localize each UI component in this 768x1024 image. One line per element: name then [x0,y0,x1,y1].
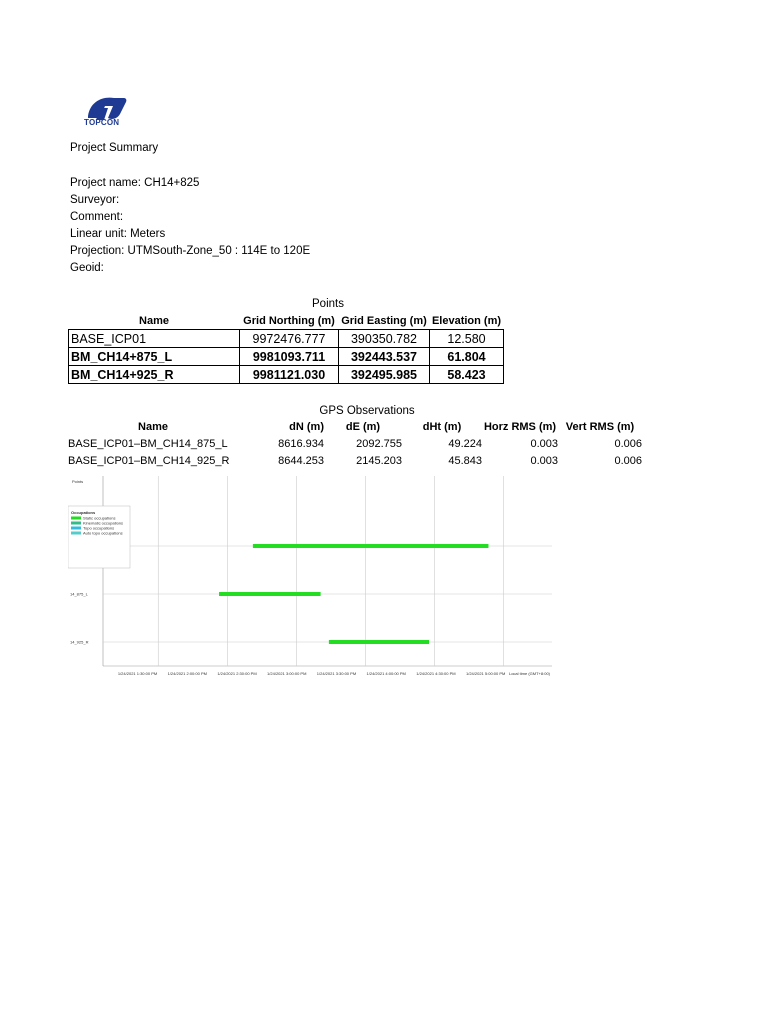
table-cell: 58.423 [430,366,504,384]
table-row [68,435,642,452]
x-tick-label: 1/24/2021 5:00:00 PM [465,671,506,676]
column-header: Grid Northing (m) [243,314,335,327]
table-cell: BM_CH14+875_L [69,348,240,366]
legend-swatch [71,532,81,535]
table-cell: 8616.934 [278,437,324,450]
table-cell: BASE_ICP01–BM_CH14_925_R [68,454,230,467]
points-title: Points [312,298,344,310]
x-axis-label: Local time (GMT+8:00) [508,671,550,676]
table-cell: 0.006 [614,437,642,450]
x-tick-label: 1/24/2021 2:00:00 PM [167,671,207,676]
table-cell: 45.843 [448,454,482,467]
x-tick-label: 1/24/2021 4:30:00 PM [416,671,456,676]
projection: Projection: UTMSouth-Zone_50 : 114E to 120E [70,245,311,257]
linear-unit: Linear unit: Meters [70,228,166,240]
summary-title: Project Summary [70,142,159,154]
comment: Comment: [70,211,124,223]
table-cell: 0.003 [530,454,558,467]
occupation-bar [253,544,489,548]
column-header: dN (m) [289,420,324,433]
table-cell: 61.804 [430,348,504,366]
table-cell: BASE_ICP01 [69,330,240,348]
occupation-bar [219,592,321,596]
table-cell: BASE_ICP01–BM_CH14_875_L [68,437,228,450]
column-header: dE (m) [345,420,381,433]
points-table [68,312,504,384]
table-cell: 12.580 [430,330,504,348]
project-name: Project name: CH14+825 [70,177,200,189]
legend-label: Kinematic occupations [83,520,124,526]
column-header: Horz RMS (m) [483,420,557,433]
table-cell: 392443.537 [339,348,430,366]
table-cell: 0.003 [530,437,558,450]
logo-wordmark: TOPCON [84,118,120,127]
column-header: Name [138,420,168,433]
column-header: Vert RMS (m) [565,420,635,433]
table-cell: 49.224 [448,437,482,450]
table-cell: 2092.755 [356,437,402,450]
column-header: Elevation (m) [431,314,502,327]
table-cell: 392495.985 [339,366,430,384]
table-cell: 2145.203 [356,454,402,467]
table-cell: BM_CH14+925_R [69,366,240,384]
column-header: Grid Easting (m) [341,314,427,327]
x-tick-label: 1/24/2021 3:00:00 PM [267,671,307,676]
table-cell: 8644.253 [278,454,324,467]
gps-title: GPS Observations [319,405,415,417]
legend-swatch [71,522,81,525]
row-label: 14_925_R [70,639,89,645]
table-row [68,452,642,469]
table-row [69,366,504,384]
x-tick-label: 1/24/2021 2:30:00 PM [217,671,257,676]
legend-label: Auto topo occupations [83,530,123,536]
x-tick-label: 1/24/2021 3:30:00 PM [316,671,357,676]
table-row [69,330,504,348]
legend-label: Static occupations [83,515,116,521]
chart-title: Points [72,479,84,484]
occupation-timeline-chart [68,476,552,679]
gps-table [68,418,642,469]
occupation-bar [329,640,429,644]
x-tick-label: 1/24/2021 4:00:00 PM [366,671,406,676]
legend-label: Topo occupations [83,525,115,531]
x-tick-label: 1/24/2021 1:30:00 PM [117,671,158,676]
row-label: 14_875_L [70,591,88,597]
table-row [69,348,504,366]
table-cell: 9981093.711 [240,348,339,366]
table-cell: 0.006 [614,454,642,467]
table-cell: 9972476.777 [240,330,339,348]
legend-title: Occupations [71,510,96,515]
column-header: dHt (m) [422,420,462,433]
geoid: Geoid: [70,262,104,274]
surveyor: Surveyor: [70,194,120,206]
legend-swatch [71,527,81,530]
legend-swatch [71,517,81,520]
table-cell: 390350.782 [339,330,430,348]
column-header: Name [139,314,169,327]
table-cell: 9981121.030 [240,366,339,384]
